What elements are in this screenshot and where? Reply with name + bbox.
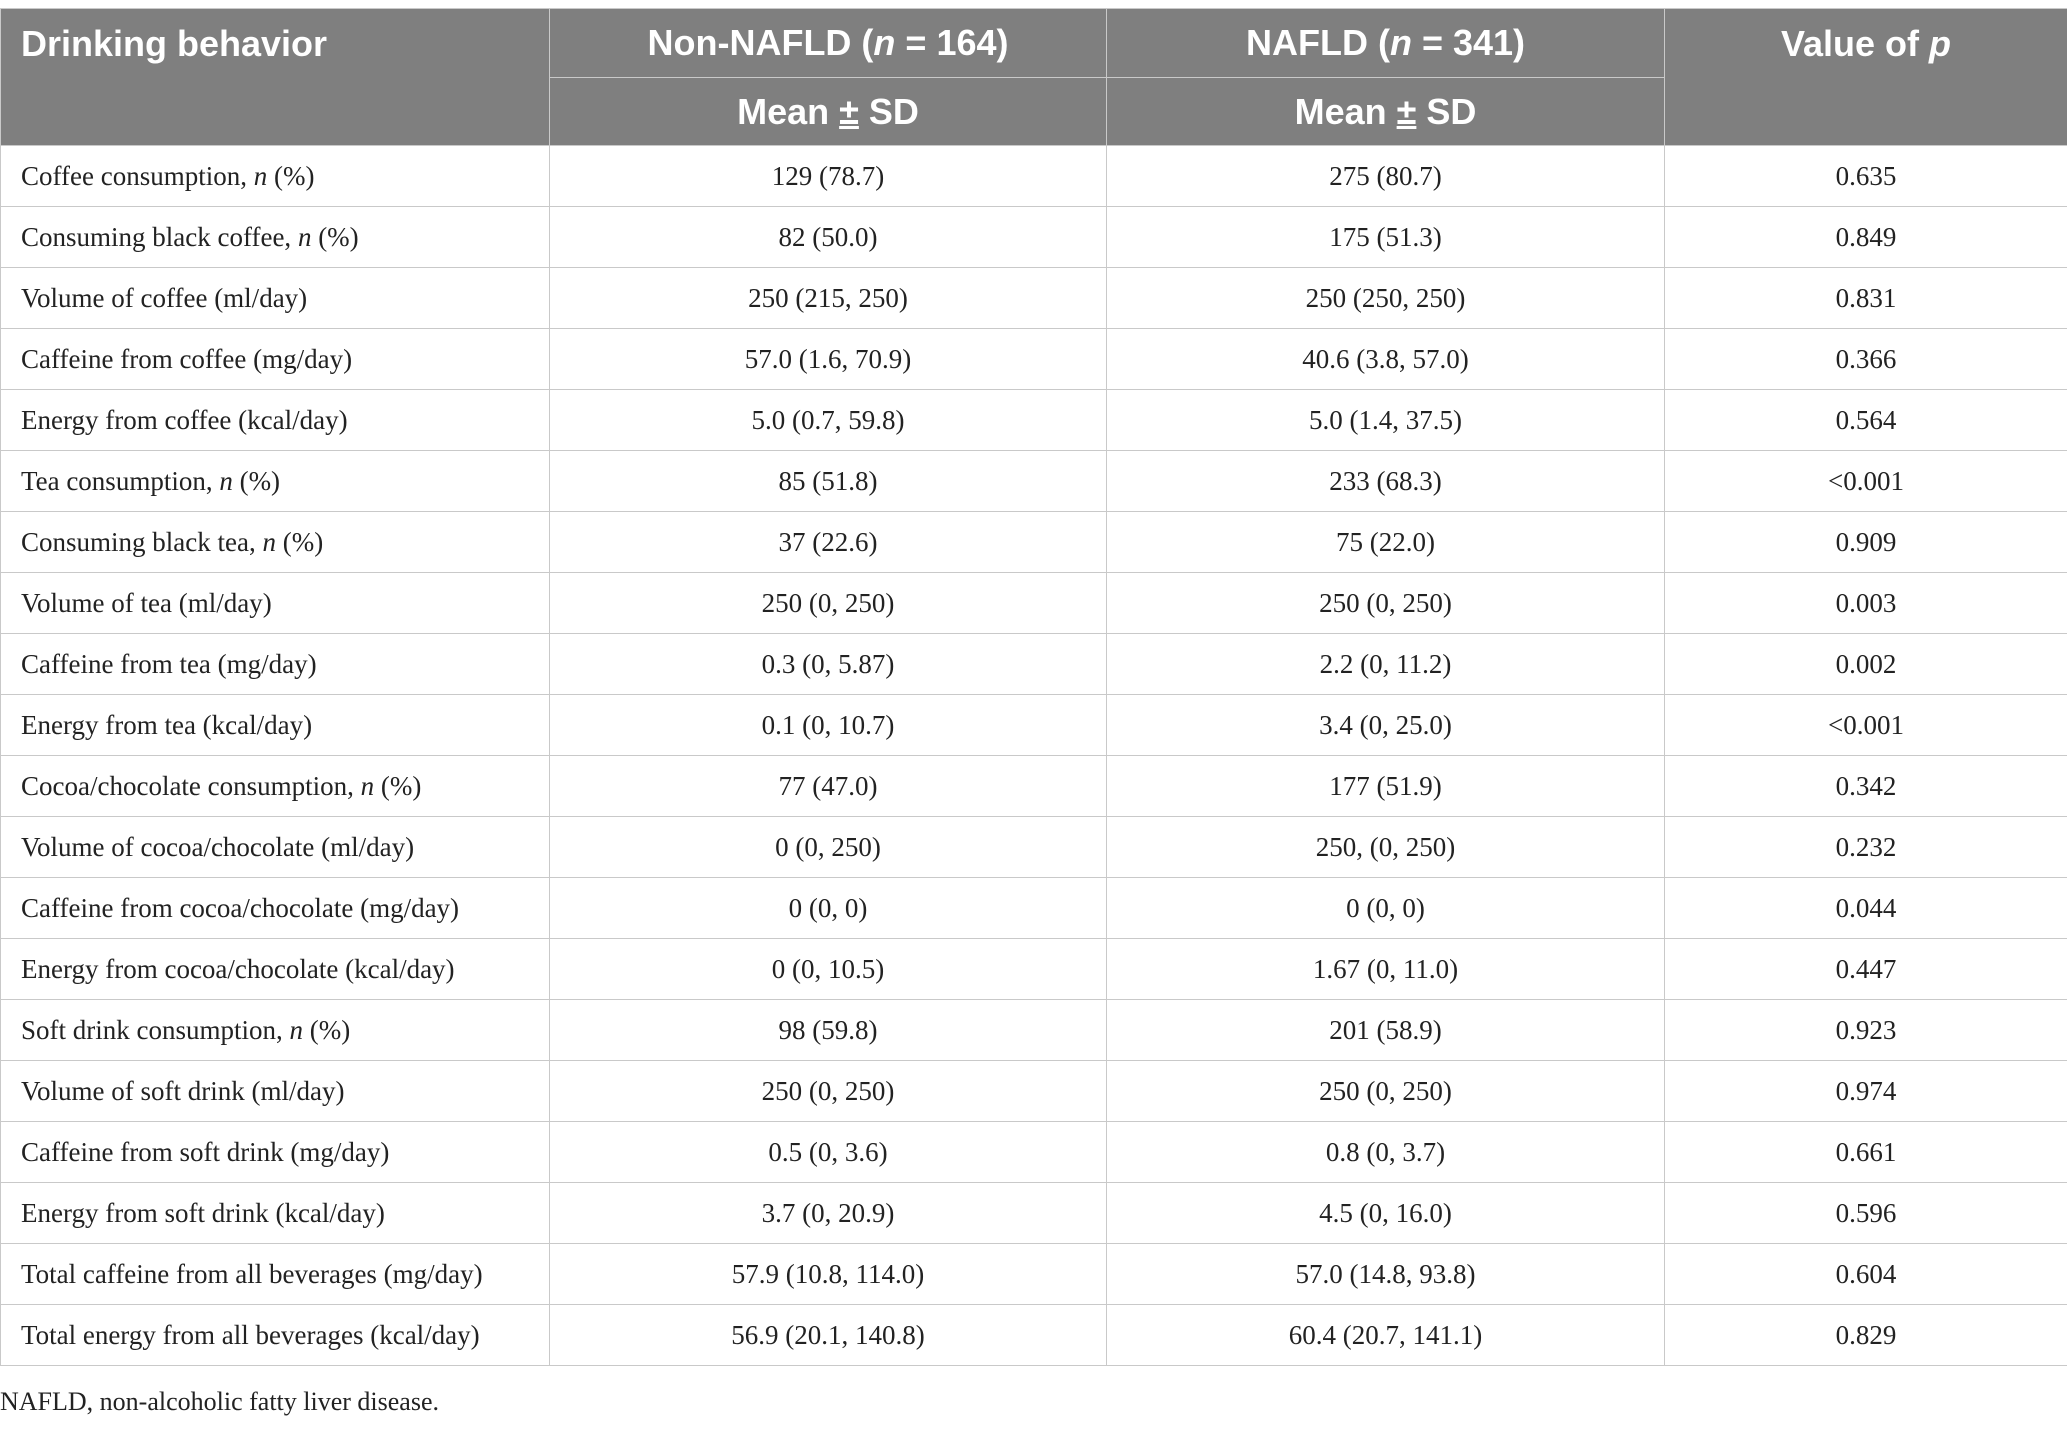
row-label-text: Total energy from all beverages (kcal/day) — [21, 1319, 480, 1350]
row-label-text: Energy from soft drink (kcal/day) — [21, 1197, 385, 1228]
table-row — [1, 1122, 2067, 1183]
table-row — [1, 329, 2067, 390]
cell-non-nafld: 0.5 (0, 3.6) — [550, 1122, 1107, 1183]
cell-nafld: 0.8 (0, 3.7) — [1107, 1122, 1665, 1183]
stat-mean-text: Mean — [1294, 90, 1397, 132]
row-label-n: n — [262, 526, 276, 557]
table-row — [1, 817, 2067, 878]
cell-nafld: 250 (250, 250) — [1107, 268, 1665, 329]
table-row — [1, 573, 2067, 634]
row-label-n: n — [360, 770, 375, 801]
row-label-text: Volume of soft drink (ml/day) — [21, 1075, 345, 1106]
cell-non-nafld: 57.9 (10.8, 114.0) — [550, 1244, 1107, 1305]
row-label-text: Coffee consumption, — [21, 160, 254, 191]
cell-nafld: 1.67 (0, 11.0) — [1107, 939, 1665, 1000]
cell-p-value: 0.596 — [1665, 1183, 2067, 1244]
cell-non-nafld: 129 (78.7) — [550, 146, 1107, 207]
row-label-text: Caffeine from soft drink (mg/day) — [21, 1136, 390, 1167]
table-row — [1, 878, 2067, 939]
table-row — [1, 207, 2067, 268]
cell-nafld: 4.5 (0, 16.0) — [1107, 1183, 1665, 1244]
row-label — [1, 573, 550, 634]
plus-minus-symbol: ± — [839, 90, 859, 132]
stat-mean-text: Mean — [737, 90, 840, 132]
cell-non-nafld: 57.0 (1.6, 70.9) — [550, 329, 1107, 390]
row-label-text: Caffeine from cocoa/chocolate (mg/day) — [21, 892, 460, 923]
table-row — [1, 1305, 2067, 1366]
cell-nafld: 250 (0, 250) — [1107, 573, 1665, 634]
cell-non-nafld: 0 (0, 10.5) — [550, 939, 1107, 1000]
table-row — [1, 1244, 2067, 1305]
header-non-nafld-n: n — [873, 22, 896, 63]
cell-p-value: 0.604 — [1665, 1244, 2067, 1305]
row-label — [1, 1244, 550, 1305]
row-label — [1, 451, 550, 512]
row-label-text: Energy from cocoa/chocolate (kcal/day) — [21, 953, 455, 984]
cell-nafld: 3.4 (0, 25.0) — [1107, 695, 1665, 756]
cell-p-value: <0.001 — [1665, 451, 2067, 512]
row-label — [1, 390, 550, 451]
header-nafld — [1107, 9, 1665, 78]
cell-p-value: 0.342 — [1665, 756, 2067, 817]
cell-p-value: 0.002 — [1665, 634, 2067, 695]
cell-nafld: 40.6 (3.8, 57.0) — [1107, 329, 1665, 390]
row-label-suffix: (%) — [275, 526, 324, 557]
row-label-text: Energy from tea (kcal/day) — [21, 709, 313, 740]
row-label-text: Volume of coffee (ml/day) — [21, 282, 308, 313]
cell-nafld: 201 (58.9) — [1107, 1000, 1665, 1061]
row-label-text: Soft drink consumption, — [21, 1014, 290, 1045]
row-label-suffix: (%) — [311, 221, 359, 252]
table-row — [1, 146, 2067, 207]
row-label-text: Volume of tea (ml/day) — [21, 587, 272, 618]
cell-p-value: 0.831 — [1665, 268, 2067, 329]
header-non-nafld-stat — [550, 78, 1107, 146]
table-header — [1, 9, 2067, 146]
row-label — [1, 512, 550, 573]
drinking-behavior-table — [0, 8, 2067, 1366]
header-nafld-text: NAFLD ( — [1245, 22, 1390, 63]
row-label — [1, 1122, 550, 1183]
plus-minus-symbol: ± — [1396, 90, 1417, 132]
row-label-text: Energy from coffee (kcal/day) — [21, 404, 348, 435]
header-non-nafld — [550, 9, 1107, 78]
cell-non-nafld: 0 (0, 250) — [550, 817, 1107, 878]
cell-p-value: 0.923 — [1665, 1000, 2067, 1061]
table-row — [1, 268, 2067, 329]
cell-nafld: 275 (80.7) — [1107, 146, 1665, 207]
cell-p-value: <0.001 — [1665, 695, 2067, 756]
cell-nafld: 75 (22.0) — [1107, 512, 1665, 573]
cell-nafld: 60.4 (20.7, 141.1) — [1107, 1305, 1665, 1366]
cell-non-nafld: 250 (0, 250) — [550, 573, 1107, 634]
header-behavior-text: Drinking behavior — [21, 23, 328, 64]
table-row — [1, 1061, 2067, 1122]
cell-nafld: 233 (68.3) — [1107, 451, 1665, 512]
cell-non-nafld: 0.3 (0, 5.87) — [550, 634, 1107, 695]
table-row — [1, 390, 2067, 451]
stat-sd-text: SD — [858, 90, 919, 132]
table-row — [1, 512, 2067, 573]
cell-non-nafld: 0.1 (0, 10.7) — [550, 695, 1107, 756]
header-non-nafld-count: = 164) — [895, 22, 1009, 63]
cell-non-nafld: 250 (215, 250) — [550, 268, 1107, 329]
header-nafld-count: = 341) — [1411, 22, 1526, 63]
row-label — [1, 1000, 550, 1061]
row-label-n: n — [219, 465, 233, 496]
header-nafld-stat — [1107, 78, 1665, 146]
row-label-text: Cocoa/chocolate consumption, — [21, 770, 361, 801]
row-label — [1, 634, 550, 695]
row-label — [1, 1183, 550, 1244]
row-label — [1, 268, 550, 329]
cell-p-value: 0.232 — [1665, 817, 2067, 878]
cell-non-nafld: 85 (51.8) — [550, 451, 1107, 512]
row-label-text: Total caffeine from all beverages (mg/day) — [21, 1258, 483, 1289]
row-label-n: n — [297, 221, 312, 252]
table-row — [1, 451, 2067, 512]
cell-nafld: 2.2 (0, 11.2) — [1107, 634, 1665, 695]
row-label-suffix: (%) — [303, 1014, 351, 1045]
cell-p-value: 0.366 — [1665, 329, 2067, 390]
cell-non-nafld: 250 (0, 250) — [550, 1061, 1107, 1122]
header-nafld-n: n — [1389, 22, 1412, 63]
row-label-text: Caffeine from coffee (mg/day) — [21, 343, 353, 374]
row-label — [1, 146, 550, 207]
header-pvalue-text: Value of — [1780, 23, 1930, 64]
row-label-n: n — [289, 1014, 303, 1045]
cell-non-nafld: 82 (50.0) — [550, 207, 1107, 268]
cell-p-value: 0.974 — [1665, 1061, 2067, 1122]
cell-non-nafld: 37 (22.6) — [550, 512, 1107, 573]
row-label — [1, 329, 550, 390]
cell-p-value: 0.829 — [1665, 1305, 2067, 1366]
table-footnote: NAFLD, non-alcoholic fatty liver disease. — [0, 1387, 439, 1416]
cell-p-value: 0.635 — [1665, 146, 2067, 207]
cell-non-nafld: 0 (0, 0) — [550, 878, 1107, 939]
cell-p-value: 0.661 — [1665, 1122, 2067, 1183]
cell-nafld: 5.0 (1.4, 37.5) — [1107, 390, 1665, 451]
row-label — [1, 1061, 550, 1122]
cell-p-value: 0.849 — [1665, 207, 2067, 268]
table-body — [1, 146, 2067, 1366]
table-row — [1, 695, 2067, 756]
cell-non-nafld: 3.7 (0, 20.9) — [550, 1183, 1107, 1244]
row-label-suffix: (%) — [267, 160, 315, 191]
row-label-text: Consuming black tea, — [21, 526, 263, 557]
stat-sd-text: SD — [1416, 90, 1477, 132]
row-label-text: Tea consumption, — [21, 465, 220, 496]
row-label — [1, 878, 550, 939]
row-label-suffix: (%) — [232, 465, 281, 496]
row-label — [1, 207, 550, 268]
header-non-nafld-text: Non-NAFLD ( — [647, 22, 874, 63]
header-value-of-p — [1665, 9, 2067, 146]
table-row — [1, 634, 2067, 695]
cell-nafld: 177 (51.9) — [1107, 756, 1665, 817]
row-label — [1, 817, 550, 878]
table-row — [1, 756, 2067, 817]
row-label-text: Consuming black coffee, — [21, 221, 298, 252]
row-label — [1, 695, 550, 756]
table-row — [1, 939, 2067, 1000]
cell-nafld: 57.0 (14.8, 93.8) — [1107, 1244, 1665, 1305]
row-label-text: Volume of cocoa/chocolate (ml/day) — [21, 831, 415, 862]
header-pvalue-var: p — [1929, 23, 1952, 64]
row-label-suffix: (%) — [374, 770, 422, 801]
cell-non-nafld: 98 (59.8) — [550, 1000, 1107, 1061]
row-label — [1, 756, 550, 817]
cell-nafld: 0 (0, 0) — [1107, 878, 1665, 939]
cell-non-nafld: 56.9 (20.1, 140.8) — [550, 1305, 1107, 1366]
row-label — [1, 1305, 550, 1366]
cell-p-value: 0.909 — [1665, 512, 2067, 573]
cell-non-nafld: 5.0 (0.7, 59.8) — [550, 390, 1107, 451]
table-row — [1, 1000, 2067, 1061]
cell-p-value: 0.003 — [1665, 573, 2067, 634]
cell-p-value: 0.447 — [1665, 939, 2067, 1000]
row-label-text: Caffeine from tea (mg/day) — [21, 648, 317, 679]
cell-non-nafld: 77 (47.0) — [550, 756, 1107, 817]
cell-p-value: 0.564 — [1665, 390, 2067, 451]
header-drinking-behavior — [1, 9, 550, 146]
cell-nafld: 250, (0, 250) — [1107, 817, 1665, 878]
cell-nafld: 175 (51.3) — [1107, 207, 1665, 268]
row-label-n: n — [253, 160, 268, 191]
row-label — [1, 939, 550, 1000]
cell-p-value: 0.044 — [1665, 878, 2067, 939]
cell-nafld: 250 (0, 250) — [1107, 1061, 1665, 1122]
table-row — [1, 1183, 2067, 1244]
header-row-groups — [1, 9, 2067, 78]
